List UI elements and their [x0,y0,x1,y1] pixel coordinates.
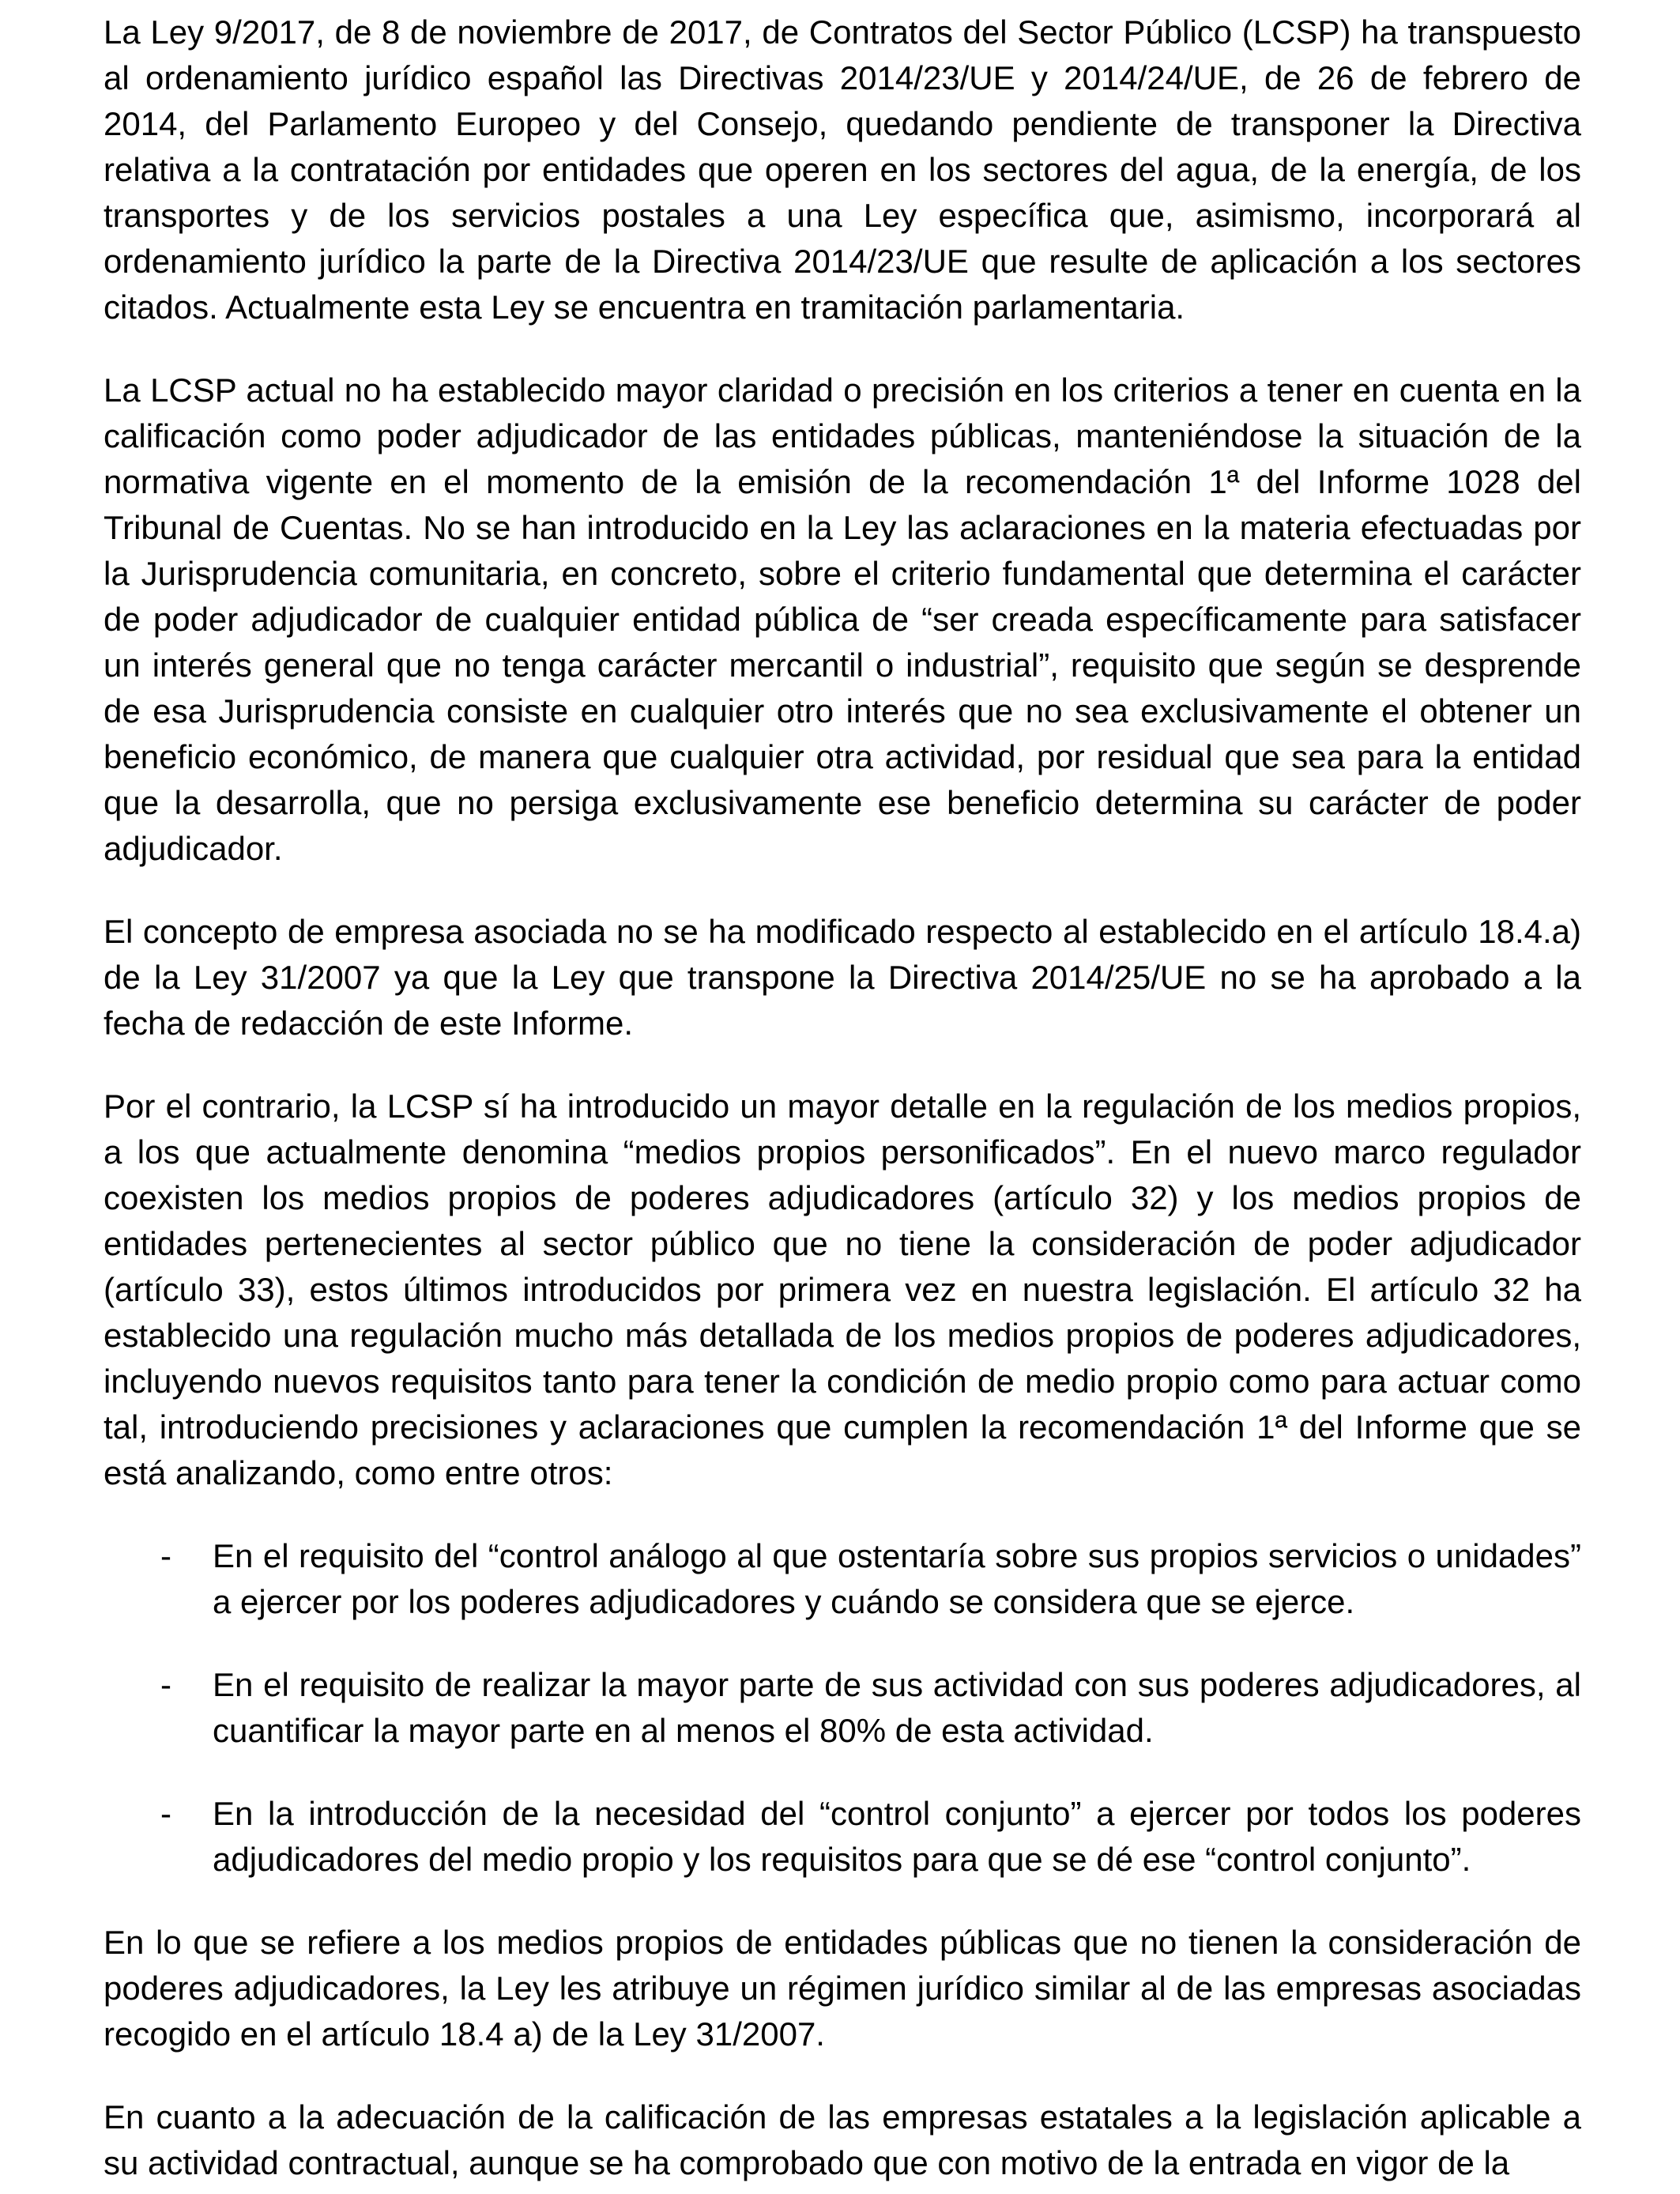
list-item [104,1662,1581,1754]
bullet-marker: - [160,1666,171,1703]
list-item [104,1791,1581,1883]
list-item [104,1533,1581,1625]
bullet-marker: - [160,1537,171,1574]
paragraph-entidades-no-adjudicadoras: En lo que se refiere a los medios propios de entidades públicas que no tienen la consideración de poderes adjudicadores, la Ley les atribuye un régimen jurídico similar al de las empresas asociadas recogido en el artículo 18.4 a) de la Ley 31/2007. [104,1924,1581,2053]
paragraph-lcsp-transposition: La Ley 9/2017, de 8 de noviembre de 2017, de Contratos del Sector Público (LCSP) ha transpuesto al ordenamiento jurídico español las Directivas 2014/23/UE y 2014/24/UE, de 26 de febrero de 2014, del Parlamento Europeo y del Consejo, quedando pendiente de transponer la Directiva relativa a la contratación por entidades que operen en los sectores del agua, de la energía, de los transportes y de los servicios postales a una Ley específica que, asimismo, incorporará al ordenamiento jurídico la parte de la Directiva 2014/23/UE que resulte de aplicación a los sectores citados. Actualmente esta Ley se encuentra en tramitación parlamentaria. [104,13,1581,326]
paragraph-empresa-asociada: El concepto de empresa asociada no se ha modificado respecto al establecido en el artículo 18.4.a) de la Ley 31/2007 ya que la Ley que transpone la Directiva 2014/25/UE no se ha aprobado a la fecha de redacción de este Informe. [104,913,1581,1042]
list-item-text: En la introducción de la necesidad del “control conjunto” a ejercer por todos los poderes adjudicadores del medio propio y los requisitos para que se dé ese “control conjunto”. [213,1795,1581,1878]
bullet-marker: - [160,1795,171,1832]
paragraph-poder-adjudicador: La LCSP actual no ha establecido mayor claridad o precisión en los criterios a tener en cuenta en la calificación como poder adjudicador de las entidades públicas, manteniéndose la situación de la normativa vigente en el momento de la emisión de la recomendación 1ª del Informe 1028 del Tribunal de Cuentas. No se han introducido en la Ley las aclaraciones en la materia efectuadas por la Jurisprudencia comunitaria, en concreto, sobre el criterio fundamental que determina el carácter de poder adjudicador de cualquier entidad pública de “ser creada específicamente para satisfacer un interés general que no tenga carácter mercantil o industrial”, requisito que según se desprende de esa Jurisprudencia consiste en cualquier otro interés que no sea exclusivamente el obtener un beneficio económico, de manera que cualquier otra actividad, por residual que sea para la entidad que la desarrolla, que no persiga exclusivamente ese beneficio determina su carácter de poder adjudicador. [104,371,1581,867]
requirements-list [104,1533,1581,1883]
list-item-text: En el requisito del “control análogo al que ostentaría sobre sus propios servicios o unidades” a ejercer por los poderes adjudicadores y cuándo se considera que se ejerce. [213,1537,1581,1620]
document-page [104,9,1581,2186]
paragraph-medios-propios: Por el contrario, la LCSP sí ha introducido un mayor detalle en la regulación de los medios propios, a los que actualmente denomina “medios propios personificados”. En el nuevo marco regulador coexisten los medios propios de poderes adjudicadores (artículo 32) y los medios propios de entidades pertenecientes al sector público que no tiene la consideración de poder adjudicador (artículo 33), estos últimos introducidos por primera vez en nuestra legislación. El artículo 32 ha establecido una regulación mucho más detallada de los medios propios de poderes adjudicadores, incluyendo nuevos requisitos tanto para tener la condición de medio propio como para actuar como tal, introduciendo precisiones y aclaraciones que cumplen la recomendación 1ª del Informe que se está analizando, como entre otros: [104,1088,1581,1491]
list-item-text: En el requisito de realizar la mayor parte de sus actividad con sus poderes adjudicadores, al cuantificar la mayor parte en al menos el 80% de esta actividad. [213,1666,1581,1749]
paragraph-empresas-estatales: En cuanto a la adecuación de la calificación de las empresas estatales a la legislación aplicable a su actividad contractual, aunque se ha comprobado que con motivo de la entrada en vigor de la [104,2098,1581,2181]
